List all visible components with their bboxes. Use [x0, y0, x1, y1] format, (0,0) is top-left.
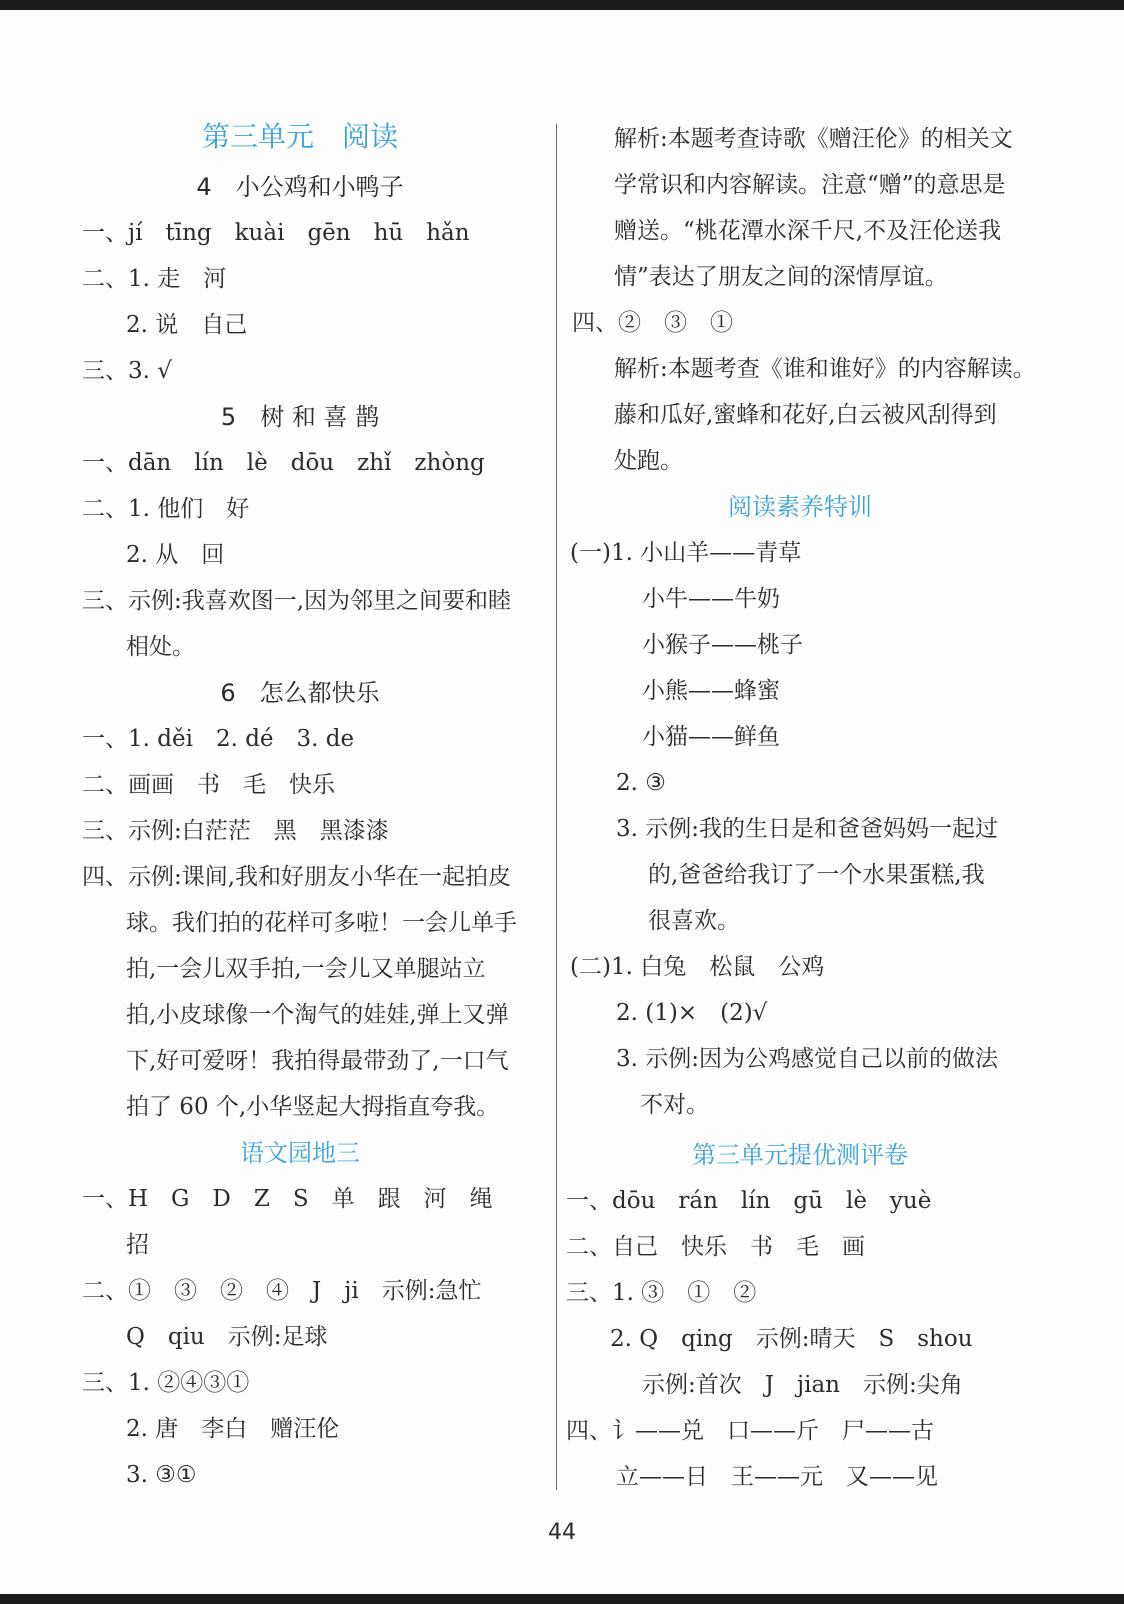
- lesson-6-q1: 一、1. děi 2. dé 3. de: [82, 726, 355, 752]
- lesson-5-q3a: 三、示例:我喜欢图一,因为邻里之间要和睦: [82, 588, 512, 614]
- analysis-1-line: 学常识和内容解读。注意“赠”的意思是: [614, 172, 1006, 198]
- training-p1-q3-line: 很喜欢。: [648, 908, 740, 934]
- lesson-6-q4-line: 四、示例:课间,我和好朋友小华在一起拍皮: [82, 864, 512, 890]
- analysis-1-line: 解析:本题考查诗歌《赠汪伦》的相关文: [614, 126, 1013, 152]
- training-p1-pair: 小牛——牛奶: [642, 586, 780, 612]
- test-q3c: 示例:首次 J jian 示例:尖角: [642, 1372, 963, 1398]
- test-q1: 一、dōu rán lín gū lè yuè: [566, 1188, 932, 1214]
- training-p2-q3-line: 3. 示例:因为公鸡感觉自己以前的做法: [616, 1046, 999, 1072]
- lesson-5-title: 5 树 和 喜 鹊: [220, 403, 380, 431]
- test-q4a: 四、讠——兑 口——斤 尸——古: [566, 1418, 934, 1444]
- lesson-6-title: 6 怎么都快乐: [220, 679, 380, 707]
- scan-edge-bottom: [0, 1594, 1124, 1604]
- analysis-1-line: 情”表达了朋友之间的深情厚谊。: [614, 264, 948, 290]
- garden-q1a: 一、H G D Z S 单 跟 河 绳: [82, 1186, 493, 1212]
- lesson-4-q3: 三、3. √: [82, 358, 172, 384]
- lesson-5-q1: 一、dān lín lè dōu zhǐ zhòng: [82, 450, 485, 476]
- page-number: 44: [548, 1520, 576, 1545]
- reading-training-title: 阅读素养特训: [728, 493, 872, 521]
- lesson-6-q4-line: 拍,小皮球像一个淘气的娃娃,弹上又弹: [126, 1002, 509, 1028]
- unit-title: 第三单元 阅读: [201, 120, 398, 153]
- lesson-6-q2: 二、画画 书 毛 快乐: [82, 772, 335, 798]
- garden-q2a: 二、① ③ ② ④ J ji 示例:急忙: [82, 1278, 482, 1304]
- right-q4: 四、② ③ ①: [572, 310, 733, 336]
- training-p1-q3-line: 的,爸爸给我订了一个水果蛋糕,我: [648, 862, 985, 888]
- training-p2-q3-line: 不对。: [640, 1092, 709, 1118]
- test-q2: 二、自己 快乐 书 毛 画: [566, 1234, 865, 1260]
- lesson-4-q2b: 2. 说 自己: [126, 312, 248, 338]
- garden-q2b: Q qiu 示例:足球: [126, 1324, 328, 1350]
- training-p2-q1: (二)1. 白兔 松鼠 公鸡: [570, 954, 825, 980]
- lesson-5-q2b: 2. 从 回: [126, 542, 225, 568]
- lesson-6-q4-line: 拍,一会儿双手拍,一会儿又单腿站立: [126, 956, 486, 982]
- garden-q1b: 招: [126, 1232, 149, 1258]
- lesson-6-q4-line: 球。我们拍的花样可多啦！一会儿单手: [126, 910, 517, 936]
- lesson-6-q3: 三、示例:白茫茫 黑 黑漆漆: [82, 818, 389, 844]
- garden-q3c: 3. ③①: [126, 1462, 197, 1488]
- test-title: 第三单元提优测评卷: [692, 1141, 908, 1169]
- analysis-2-line: 藤和瓜好,蜜蜂和花好,白云被风刮得到: [614, 402, 997, 428]
- test-q3a: 三、1. ③ ① ②: [566, 1280, 757, 1306]
- training-p1-q2: 2. ③: [616, 770, 666, 796]
- training-p1-q3-line: 3. 示例:我的生日是和爸爸妈妈一起过: [616, 816, 999, 842]
- garden-q3a: 三、1. ②④③①: [82, 1370, 250, 1396]
- analysis-1-line: 赠送。“桃花潭水深千尺,不及汪伦送我: [614, 218, 1002, 244]
- lesson-5-q2a: 二、1. 他们 好: [82, 496, 250, 522]
- lesson-6-q4-line: 下,好可爱呀！我拍得最带劲了,一口气: [126, 1048, 509, 1074]
- training-p2-q2: 2. (1)× (2)√: [616, 1000, 768, 1026]
- test-q4b: 立——日 王——元 又——见: [616, 1464, 938, 1490]
- analysis-2-line: 处跑。: [614, 448, 683, 474]
- lesson-4-q2a: 二、1. 走 河: [82, 266, 227, 292]
- garden-title: 语文园地三: [240, 1139, 360, 1167]
- lesson-6-q4-line: 拍了 60 个,小华竖起大拇指直夸我。: [126, 1094, 500, 1120]
- scan-edge-top: [0, 0, 1124, 10]
- test-q3b: 2. Q qing 示例:晴天 S shou: [610, 1326, 973, 1352]
- analysis-2-line: 解析:本题考查《谁和谁好》的内容解读。: [614, 356, 1036, 382]
- lesson-5-q3b: 相处。: [126, 634, 195, 660]
- training-p1-pair: 小猴子——桃子: [642, 632, 803, 658]
- column-divider: [556, 124, 557, 1490]
- lesson-4-q1: 一、jí tīng kuài gēn hū hǎn: [82, 220, 470, 246]
- lesson-4-title: 4 小公鸡和小鸭子: [196, 173, 404, 201]
- garden-q3b: 2. 唐 李白 赠汪伦: [126, 1416, 340, 1442]
- training-p1-pair: 小猫——鲜鱼: [642, 724, 780, 750]
- training-p1-pair: 小熊——蜂蜜: [642, 678, 780, 704]
- training-p1-q1: (一)1. 小山羊——青草: [570, 540, 802, 566]
